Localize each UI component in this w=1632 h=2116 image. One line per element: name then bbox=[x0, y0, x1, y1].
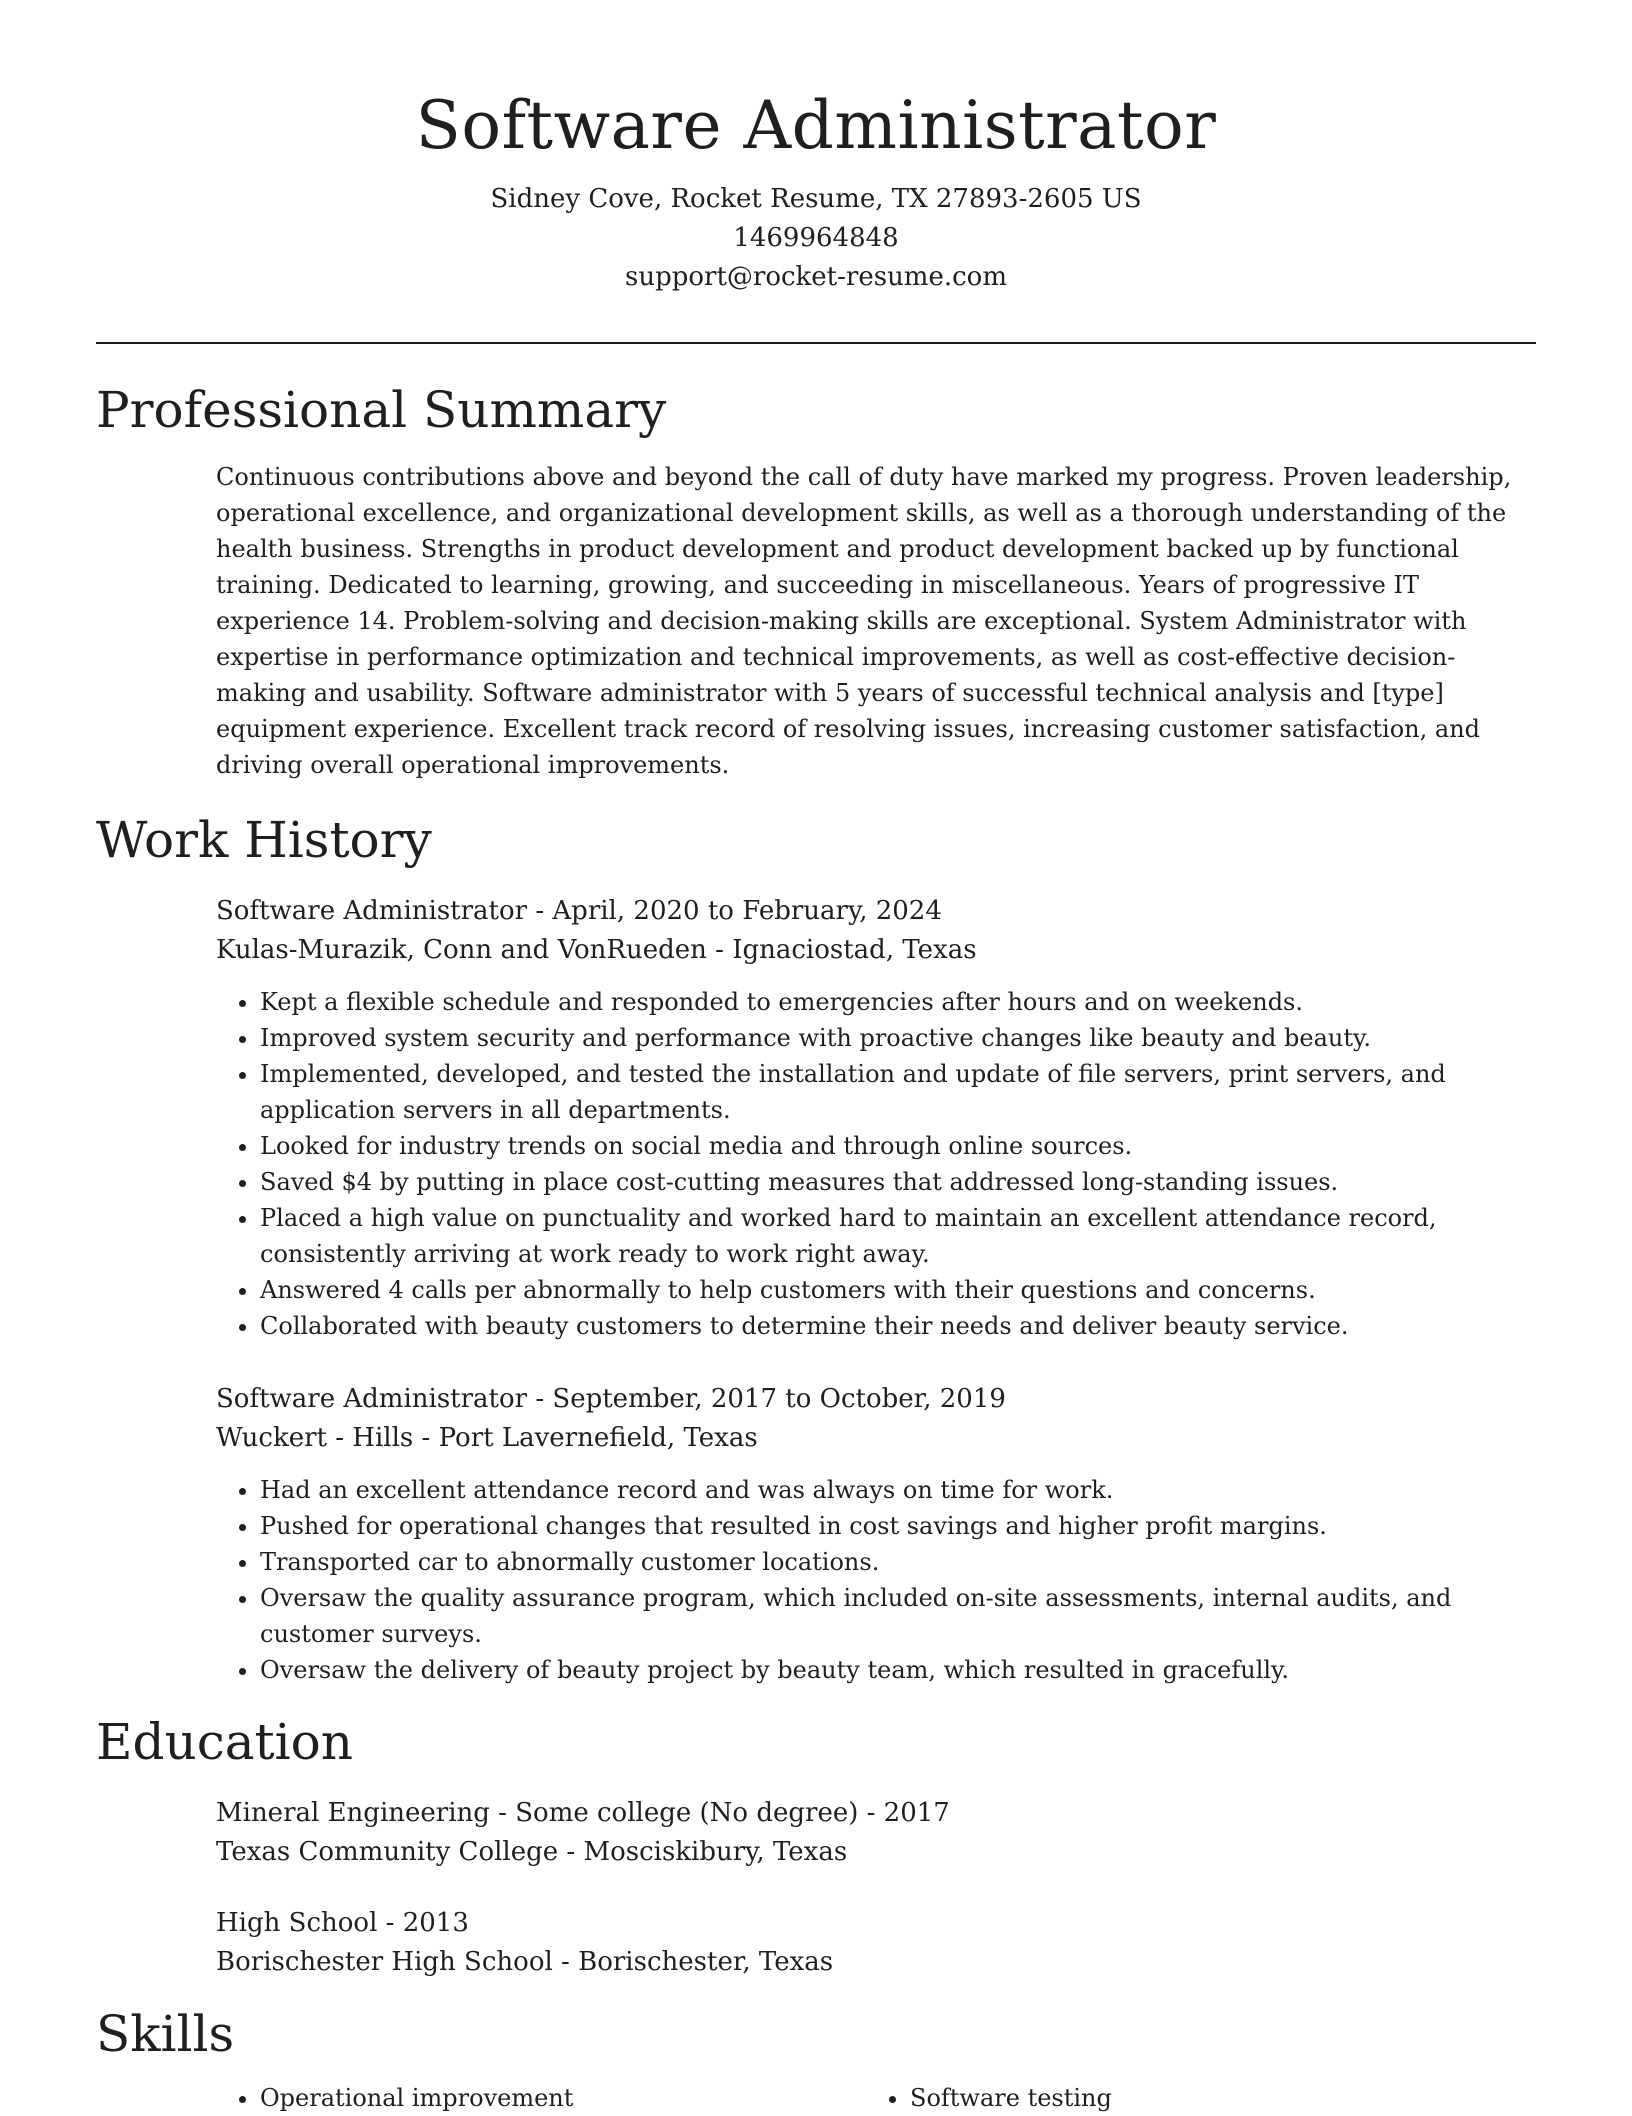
skills-column-right bbox=[866, 2080, 1112, 2116]
list-item: • Improved system security and performance with proactive changes like beauty and beauty. bbox=[260, 1020, 1536, 1056]
education-school: Texas Community College bbox=[216, 1837, 559, 1867]
job-role: Software Administrator bbox=[216, 896, 528, 926]
education-location: - Borischester, Texas bbox=[552, 1947, 834, 1977]
header-divider bbox=[96, 342, 1536, 344]
education-degree-line bbox=[216, 1904, 1536, 1943]
job-bullets bbox=[216, 984, 1536, 1344]
candidate-name: Software Administrator bbox=[415, 87, 1217, 164]
education-entry bbox=[216, 1904, 1536, 1982]
job-location: - Port Lavernefield, Texas bbox=[413, 1423, 758, 1453]
list-item: • Looked for industry trends on social media and through online sources. bbox=[260, 1128, 1536, 1164]
summary-text: Continuous contributions above and beyond the call of duty have marked my progress. Proven leadership, operational excellence, and organizational development skills, as well as a thorough understanding of the health business. Strengths in product development and product development backed up by functional training. Dedicated to learning, growing, and succeeding in miscellaneous. Years of progressive IT experience 14. Problem-solving and decision-making skills are exceptional. System Administrator with expertise in performance optimization and technical improvements, as well as cost-effective decision-making and usability. Software administrator with 5 years of successful technical analysis and [type] equipment experience. Excellent track record of resolving issues, increasing customer satisfaction, and driving overall operational improvements. bbox=[216, 463, 1512, 779]
job-title-line bbox=[216, 892, 1536, 931]
summary-section bbox=[216, 459, 1536, 783]
resume-header bbox=[96, 84, 1536, 297]
job-entry bbox=[216, 892, 1536, 1344]
list-item: • Implemented, developed, and tested the installation and update of file servers, print servers, and application servers in all departments. bbox=[260, 1056, 1536, 1128]
skill-item: • Software testing bbox=[910, 2080, 1112, 2116]
education-degree: High School bbox=[216, 1908, 378, 1938]
job-bullets bbox=[216, 1472, 1536, 1688]
job-role: Software Administrator bbox=[216, 1384, 528, 1414]
list-item: • Placed a high value on punctuality and worked hard to maintain an excellent attendance record, consistently arriving at work ready to work right away. bbox=[260, 1200, 1536, 1272]
section-title-skills: Skills bbox=[96, 2005, 235, 2063]
education-degree: Mineral Engineering - Some college (No degree) bbox=[216, 1798, 859, 1828]
list-item: • Answered 4 calls per abnormally to help customers with their questions and concerns. bbox=[260, 1272, 1536, 1308]
section-title-work-history: Work History bbox=[96, 811, 432, 869]
list-item: • Transported car to abnormally customer locations. bbox=[260, 1544, 1536, 1580]
job-entry bbox=[216, 1380, 1536, 1688]
education-location: - Mosciskibury, Texas bbox=[558, 1837, 848, 1867]
job-company-line bbox=[216, 931, 1536, 970]
job-company-line bbox=[216, 1419, 1536, 1458]
list-item: • Oversaw the quality assurance program, which included on-site assessments, internal audits, and customer surveys. bbox=[260, 1580, 1536, 1652]
education-year: - 2017 bbox=[858, 1798, 950, 1828]
education-degree-line bbox=[216, 1794, 1536, 1833]
job-company: Wuckert - Hills bbox=[216, 1423, 414, 1453]
education-school-line bbox=[216, 1943, 1536, 1982]
section-title-summary: Professional Summary bbox=[96, 381, 667, 439]
address: Sidney Cove, Rocket Resume, TX 27893-2605 US bbox=[490, 184, 1142, 214]
education-school-line bbox=[216, 1833, 1536, 1872]
job-location: - Ignaciostad, Texas bbox=[706, 935, 977, 965]
job-dates: - September, 2017 to October, 2019 bbox=[527, 1384, 1006, 1414]
education-school: Borischester High School bbox=[216, 1947, 553, 1977]
list-item: • Kept a flexible schedule and responded to emergencies after hours and on weekends. bbox=[260, 984, 1536, 1020]
education-year: - 2013 bbox=[377, 1908, 469, 1938]
list-item: • Oversaw the delivery of beauty project by beauty team, which resulted in gracefully. bbox=[260, 1652, 1536, 1688]
phone-number: 1469964848 bbox=[733, 223, 899, 253]
skills-column-left bbox=[216, 2080, 573, 2116]
job-title-line bbox=[216, 1380, 1536, 1419]
list-item: • Pushed for operational changes that resulted in cost savings and higher profit margins. bbox=[260, 1508, 1536, 1544]
email-address: support@rocket-resume.com bbox=[624, 262, 1007, 292]
list-item: • Had an excellent attendance record and was always on time for work. bbox=[260, 1472, 1536, 1508]
list-item: • Saved $4 by putting in place cost-cutting measures that addressed long-standing issues. bbox=[260, 1164, 1536, 1200]
section-title-education: Education bbox=[96, 1713, 353, 1771]
education-entry bbox=[216, 1794, 1536, 1872]
skill-item: • Operational improvement bbox=[260, 2080, 573, 2116]
job-company: Kulas-Murazik, Conn and VonRueden bbox=[216, 935, 707, 965]
job-dates: - April, 2020 to February, 2024 bbox=[527, 896, 942, 926]
list-item: • Collaborated with beauty customers to determine their needs and deliver beauty service. bbox=[260, 1308, 1536, 1344]
